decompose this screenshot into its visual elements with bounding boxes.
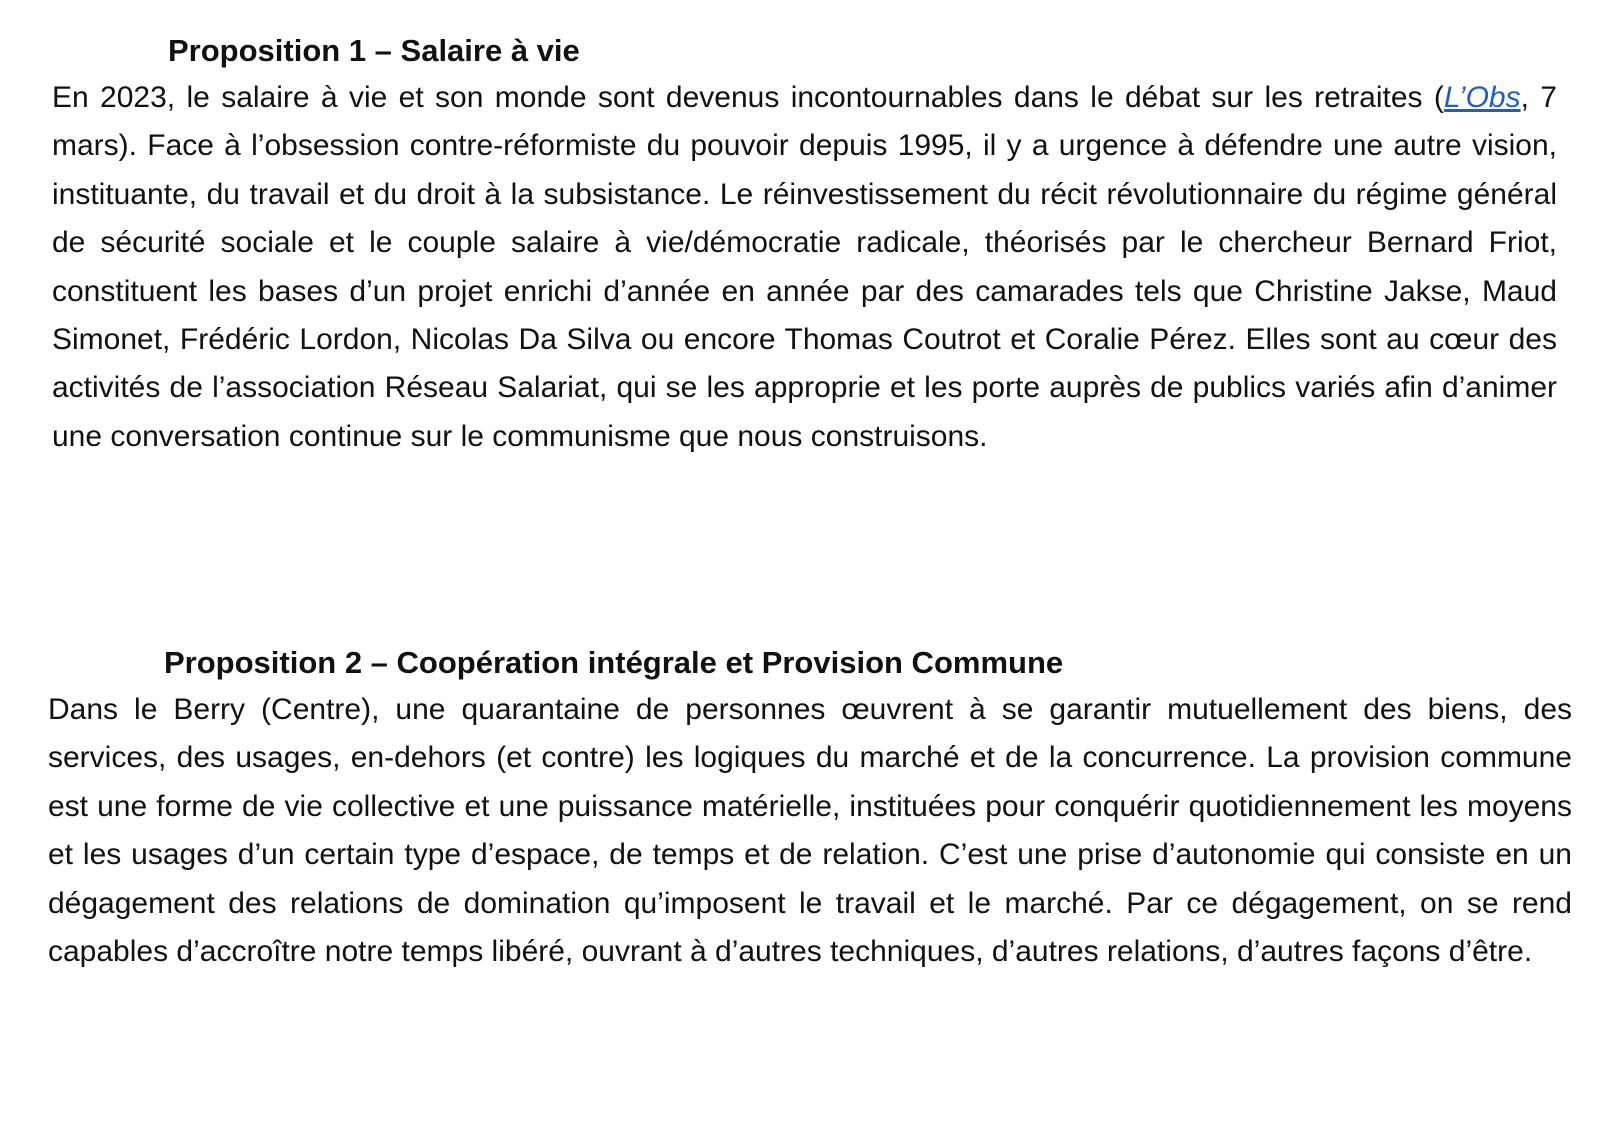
proposition-1-heading: Proposition 1 – Salaire à vie — [168, 33, 580, 68]
lobs-link[interactable]: L’Obs — [1443, 81, 1521, 114]
proposition-1-intro-text: En 2023, le salaire à vie et son monde sont devenus incontournables dans le débat sur les retraites ( — [52, 81, 1444, 114]
proposition-2-heading: Proposition 2 – Coopération intégrale et Provision Commune — [164, 645, 1064, 680]
proposition-2-paragraph: Dans le Berry (Centre), une quarantaine de personnes œuvrent à se garantir mutuellement des biens, des services, des usages, en-dehors (et contre) les logiques du marché et de la concurrence. La provision commune est une forme de vie collective et une puissance matérielle, instituées pour conquérir quotidiennement les moyens et les usages d’un certain type d’espace, de temps et de relation. C’est une prise d’autonomie qui consiste en un dégagement des relations de domination qu’imposent le travail et le marché. Par ce dégagement, on se rend capables d’accroître notre temps libéré, ouvrant à d’autres techniques, d’autres relations, d’autres façons d’être. — [48, 693, 1572, 969]
proposition-1-section — [52, 28, 1557, 461]
proposition-2-section — [48, 640, 1572, 976]
proposition-1-paragraph — [52, 74, 1557, 461]
proposition-1-body-text: , 7 mars). Face à l’obsession contre-réformiste du pouvoir depuis 1995, il y a urgence à défendre une autre vision, instituante, du travail et du droit à la subsistance. Le réinvestissement du récit révolutionnaire du régime général de sécurité sociale et le couple salaire à vie/démocratie radicale, théorisés par le chercheur Bernard Friot, constituent les bases d’un projet enrichi d’année en année par des camarades tels que Christine Jakse, Maud Simonet, Frédéric Lordon, Nicolas Da Silva ou encore Thomas Coutrot et Coralie Pérez. Elles sont au cœur des activités de l’association Réseau Salariat, qui se les approprie et les porte auprès de publics variés afin d’animer une conversation continue sur le communisme que nous construisons. — [52, 81, 1557, 453]
